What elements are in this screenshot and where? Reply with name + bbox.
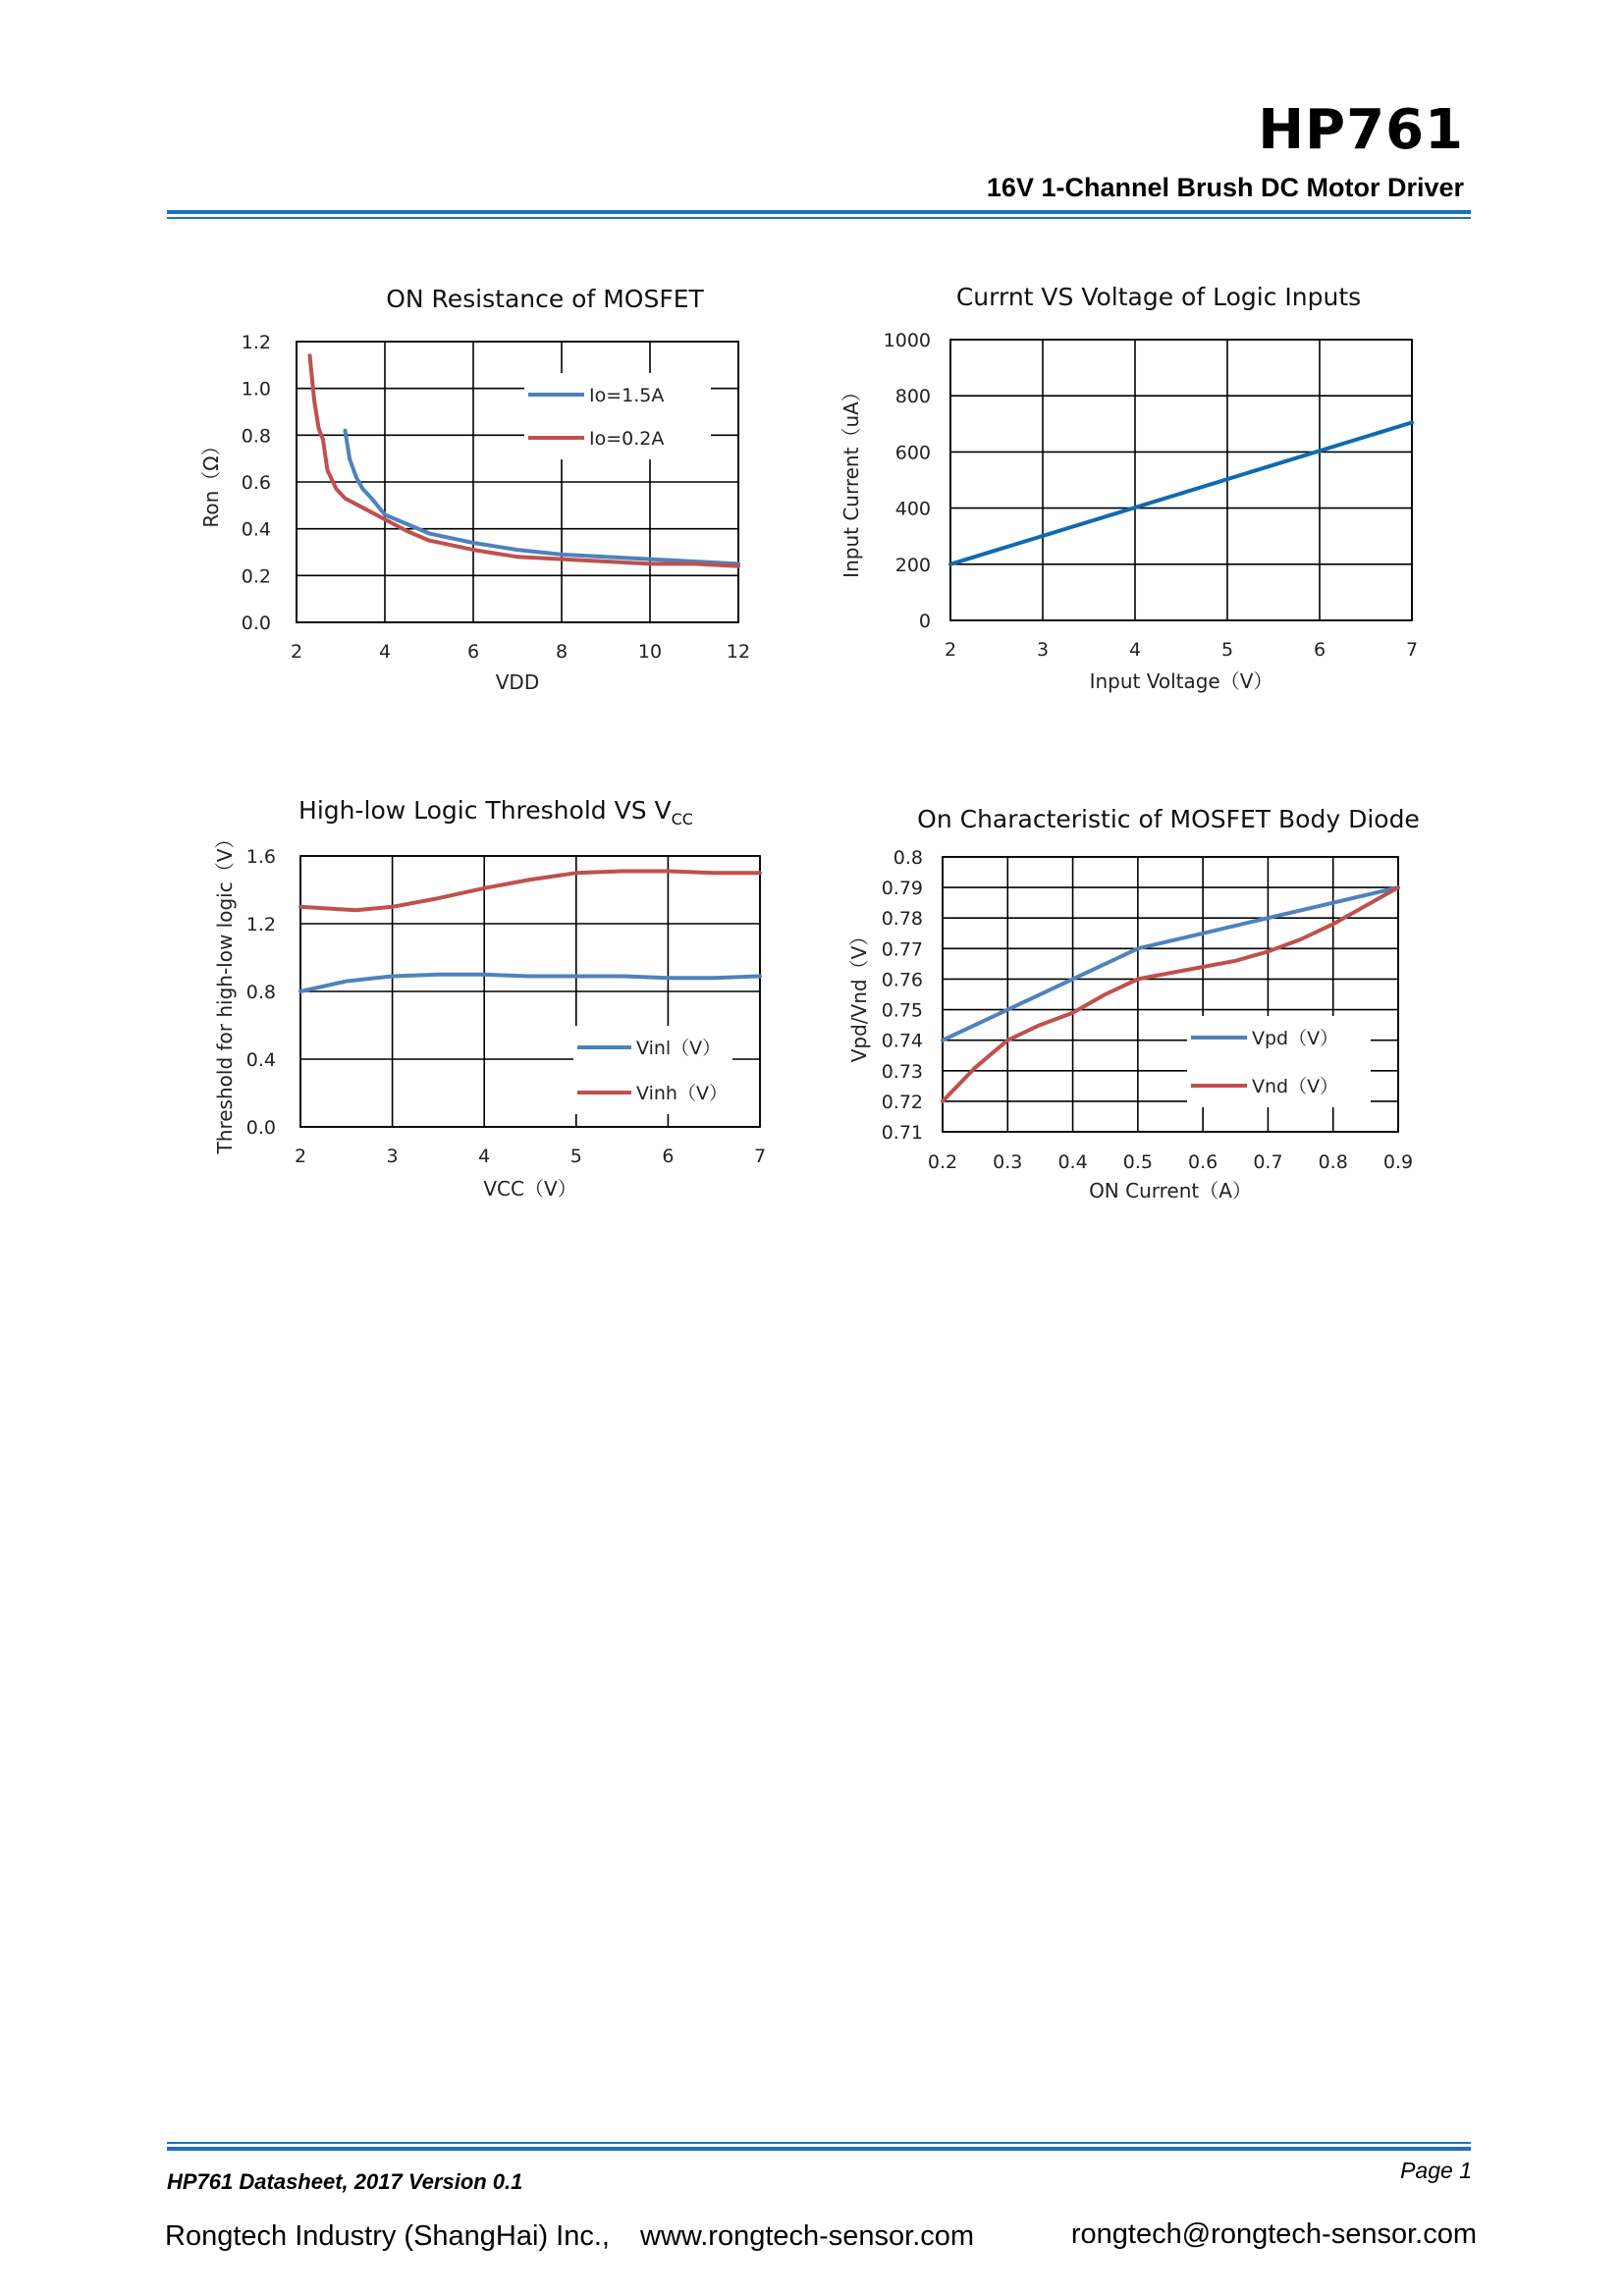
x-tick-label: 0.7 (1253, 1151, 1283, 1173)
y-tick-label: 1.2 (245, 914, 276, 935)
y-tick-label: 400 (894, 498, 931, 520)
x-tick-label: 2 (944, 639, 957, 661)
x-tick-label: 0.3 (993, 1151, 1023, 1173)
x-tick-label: 4 (478, 1146, 491, 1167)
footer-page-number: Page 1 (1400, 2158, 1472, 2183)
y-tick-label: 1.6 (245, 846, 276, 868)
legend-label-2: Io=0.2A (589, 428, 665, 450)
y-tick-label: 0.78 (881, 908, 923, 931)
y-tick-label: 0.4 (241, 518, 271, 541)
x-tick-label: 4 (378, 641, 392, 663)
y-tick-label: 0.74 (881, 1030, 923, 1052)
legend-label-2: Vnd（V） (1252, 1076, 1339, 1097)
x-tick-label: 5 (1220, 639, 1234, 661)
footer-rule-bottom (167, 2147, 1471, 2151)
y-tick-label: 0 (918, 611, 931, 632)
y-tick-label: 0.0 (245, 1117, 276, 1139)
y-tick-label: 600 (894, 442, 931, 464)
legend-label-1: Vpd（V） (1252, 1028, 1339, 1049)
x-tick-label: 3 (1036, 639, 1050, 661)
legend-label-1: Io=1.5A (589, 385, 665, 406)
chart-title: Currnt VS Voltage of Logic Inputs (955, 283, 1362, 311)
document-subtitle: 16V 1-Channel Brush DC Motor Driver (986, 173, 1464, 202)
chart-title: ON Resistance of MOSFET (386, 285, 704, 313)
footer-email-link[interactable]: rongtech@rongtech-sensor.com (1070, 2218, 1477, 2250)
y-axis-label: Ron（Ω） (199, 436, 223, 528)
y-tick-label: 0.72 (881, 1091, 923, 1113)
y-tick-label: 0.77 (881, 938, 923, 961)
x-tick-label: 3 (386, 1146, 399, 1167)
chart-1 (199, 285, 750, 694)
x-axis-label: VCC（V） (483, 1177, 577, 1201)
chart-2 (839, 283, 1418, 693)
legend-label-2: Vinh（V） (636, 1083, 728, 1104)
x-axis-label: ON Current（A） (1089, 1179, 1252, 1202)
y-tick-label: 0.79 (881, 878, 923, 900)
x-tick-label: 7 (1405, 639, 1419, 661)
y-tick-label: 200 (894, 554, 931, 576)
x-tick-label: 2 (290, 641, 303, 663)
footer-rule-top (167, 2142, 1471, 2144)
x-axis-label: VDD (495, 670, 540, 694)
x-tick-label: 8 (555, 641, 568, 663)
y-tick-label: 800 (894, 386, 931, 408)
y-tick-label: 0.2 (241, 565, 271, 588)
chart-title-subscript: CC (671, 810, 693, 828)
x-tick-label: 0.2 (927, 1151, 958, 1173)
x-tick-label: 10 (637, 641, 663, 663)
y-axis-label: Vpd/Vnd（V） (847, 926, 871, 1063)
y-tick-label: 0.76 (881, 969, 923, 991)
x-tick-label: 0.9 (1382, 1151, 1414, 1173)
y-tick-label: 1.0 (241, 378, 271, 400)
part-number: HP761 (1258, 98, 1464, 162)
x-tick-label: 0.6 (1188, 1151, 1218, 1173)
footer-company: Rongtech Industry (ShangHai) Inc., (165, 2220, 610, 2252)
plot-border (950, 340, 1412, 620)
footer-website-link[interactable]: www.rongtech-sensor.com (640, 2220, 975, 2252)
y-tick-label: 0.8 (245, 982, 276, 1003)
x-tick-label: 7 (753, 1146, 767, 1167)
y-axis-label: Input Current（uA） (839, 382, 863, 578)
x-tick-label: 12 (726, 641, 751, 663)
series-line-1 (300, 975, 760, 991)
chart-3 (213, 796, 766, 1201)
x-tick-label: 4 (1128, 639, 1142, 661)
y-tick-label: 0.4 (245, 1049, 276, 1071)
series-line-1 (950, 422, 1412, 563)
x-tick-label: 6 (662, 1146, 675, 1167)
x-tick-label: 6 (1313, 639, 1326, 661)
y-tick-label: 0.0 (241, 613, 271, 634)
y-axis-label: Threshold for high-low logic（V） (213, 828, 237, 1154)
y-tick-label: 1.2 (241, 332, 271, 353)
x-tick-label: 5 (569, 1146, 582, 1167)
y-tick-label: 0.71 (881, 1122, 923, 1144)
y-tick-label: 0.75 (881, 999, 923, 1022)
series-line-2 (300, 872, 760, 911)
y-tick-label: 1000 (883, 330, 931, 351)
x-tick-label: 0.4 (1057, 1151, 1088, 1173)
x-axis-label: Input Voltage（V） (1089, 669, 1273, 693)
y-tick-label: 0.8 (241, 425, 271, 448)
chart-title: On Characteristic of MOSFET Body Diode (917, 805, 1420, 833)
y-tick-label: 0.8 (893, 847, 923, 869)
x-tick-label: 0.5 (1122, 1151, 1153, 1173)
y-tick-label: 0.73 (881, 1060, 923, 1083)
footer-doc-version: HP761 Datasheet, 2017 Version 0.1 (167, 2169, 523, 2194)
legend-label-1: Vinl（V） (636, 1038, 722, 1059)
x-tick-label: 6 (466, 641, 480, 663)
x-tick-label: 0.8 (1318, 1151, 1348, 1173)
chart-4 (847, 805, 1420, 1202)
y-tick-label: 0.6 (241, 472, 271, 494)
chart-title: High-low Logic Threshold VS $V_{CC}$ (298, 796, 693, 828)
x-tick-label: 2 (294, 1146, 307, 1167)
